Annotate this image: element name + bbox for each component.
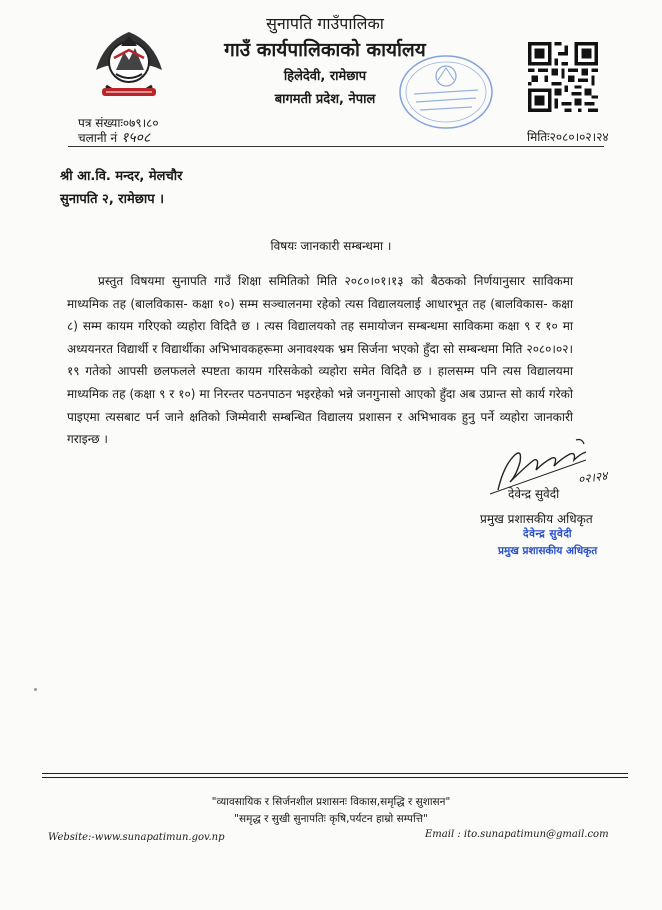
municipality-name: सुनापति गाउँपालिका <box>266 14 384 33</box>
office-name: गाउँ कार्यपालिकाको कार्यालय <box>224 39 426 61</box>
patra-sankhya: पत्र संख्याः०७९।८० <box>78 116 159 130</box>
signature-date: ०२।२४ <box>577 468 609 487</box>
office-stamp-icon <box>396 52 496 132</box>
scan-speck <box>34 688 37 691</box>
footer-email: Email : ito.sunapatimun@gmail.com <box>425 829 609 840</box>
footer-slogan-1: "व्यावसायिक र सिर्जनशील प्रशासनः विकास,समृद्धि र सुशासन" <box>211 796 451 808</box>
recipient-line-1: श्री आ.वि. मन्दर, मेलचौर <box>60 169 183 184</box>
chalani-handwritten: १५०८ <box>121 130 151 146</box>
stamp-title: प्रमुख प्रशासकीय अधिकृत <box>498 545 598 557</box>
office-address: हिलेदेवी, रामेछाप <box>283 69 367 84</box>
footer-website: Website:-www.sunapatimun.gov.np <box>48 832 225 843</box>
footer-divider <box>42 773 628 774</box>
letter-date: मितिः२०८०।०२।२४ <box>527 130 609 144</box>
subject-line: विषयः जानकारी सम्बन्धमा । <box>270 239 392 253</box>
footer-divider-thin <box>42 777 628 778</box>
footer-slogan-2: "समृद्ध र सुखी सुनापतिः कृषि,पर्यटन हाम्रो सम्पत्ति" <box>234 813 428 825</box>
signatory-title: प्रमुख प्रशासकीय अधिकृत <box>480 512 593 526</box>
recipient-line-2: सुनापति २, रामेछाप । <box>60 192 165 207</box>
signatory-name: देवेन्द्र सुवेदी <box>508 487 560 501</box>
letter-body: प्रस्तुत विषयमा सुनापति गाउँ शिक्षा समितिको मिति २०८०।०१।१३ को बैठकको निर्णयानुसार साविकमा माध्यमिक तह (बालविकास- कक्षा १०) सम्म सञ्चालनमा रहेको त्यस विद्यालयलाई आधारभूत तह (बालविकास- कक्षा ८) सम्म कायम गरिएको व्यहोरा विदितै छ । त्यस विद्यालयको तह समायोजन सम्बन्धमा साविकमा कक्षा ९ र १० मा अध्ययनरत विद्यार्थी र विद्यार्थीका अभिभावकहरूमा अनावश्यक भ्रम सिर्जना भएको हुँदा सो सम्बन्धमा मिति २०८०।०२।१९ गतेको आपसी छलफलले स्पष्टता कायम गरिसकेको व्यहोरा समेत विदितै छ । हालसम्म पनि त्यस विद्यालयमा माध्यमिक तह (कक्षा ९ र १०) मा निरन्तर पठनपाठन भइरहेको भन्ने जनगुनासो आएको हुँदा अब उप्रान्त सो कार्य गरेको पाइएमा त्यसबाट पर्न जाने क्षतिको जिम्मेवारी सम्बन्धित विद्यालय प्रशासन र अभिभावक हुनु पर्ने व्यहोरा जानकारी गराइन्छ । <box>67 274 573 447</box>
chalani-number: चलानी नं १५०८ <box>78 130 151 146</box>
header-divider <box>68 146 604 147</box>
stamp-name: देवेन्द्र सुवेदी <box>523 528 573 540</box>
qr-code-icon <box>528 42 598 112</box>
office-province: बागमती प्रदेश, नेपाल <box>274 92 376 107</box>
